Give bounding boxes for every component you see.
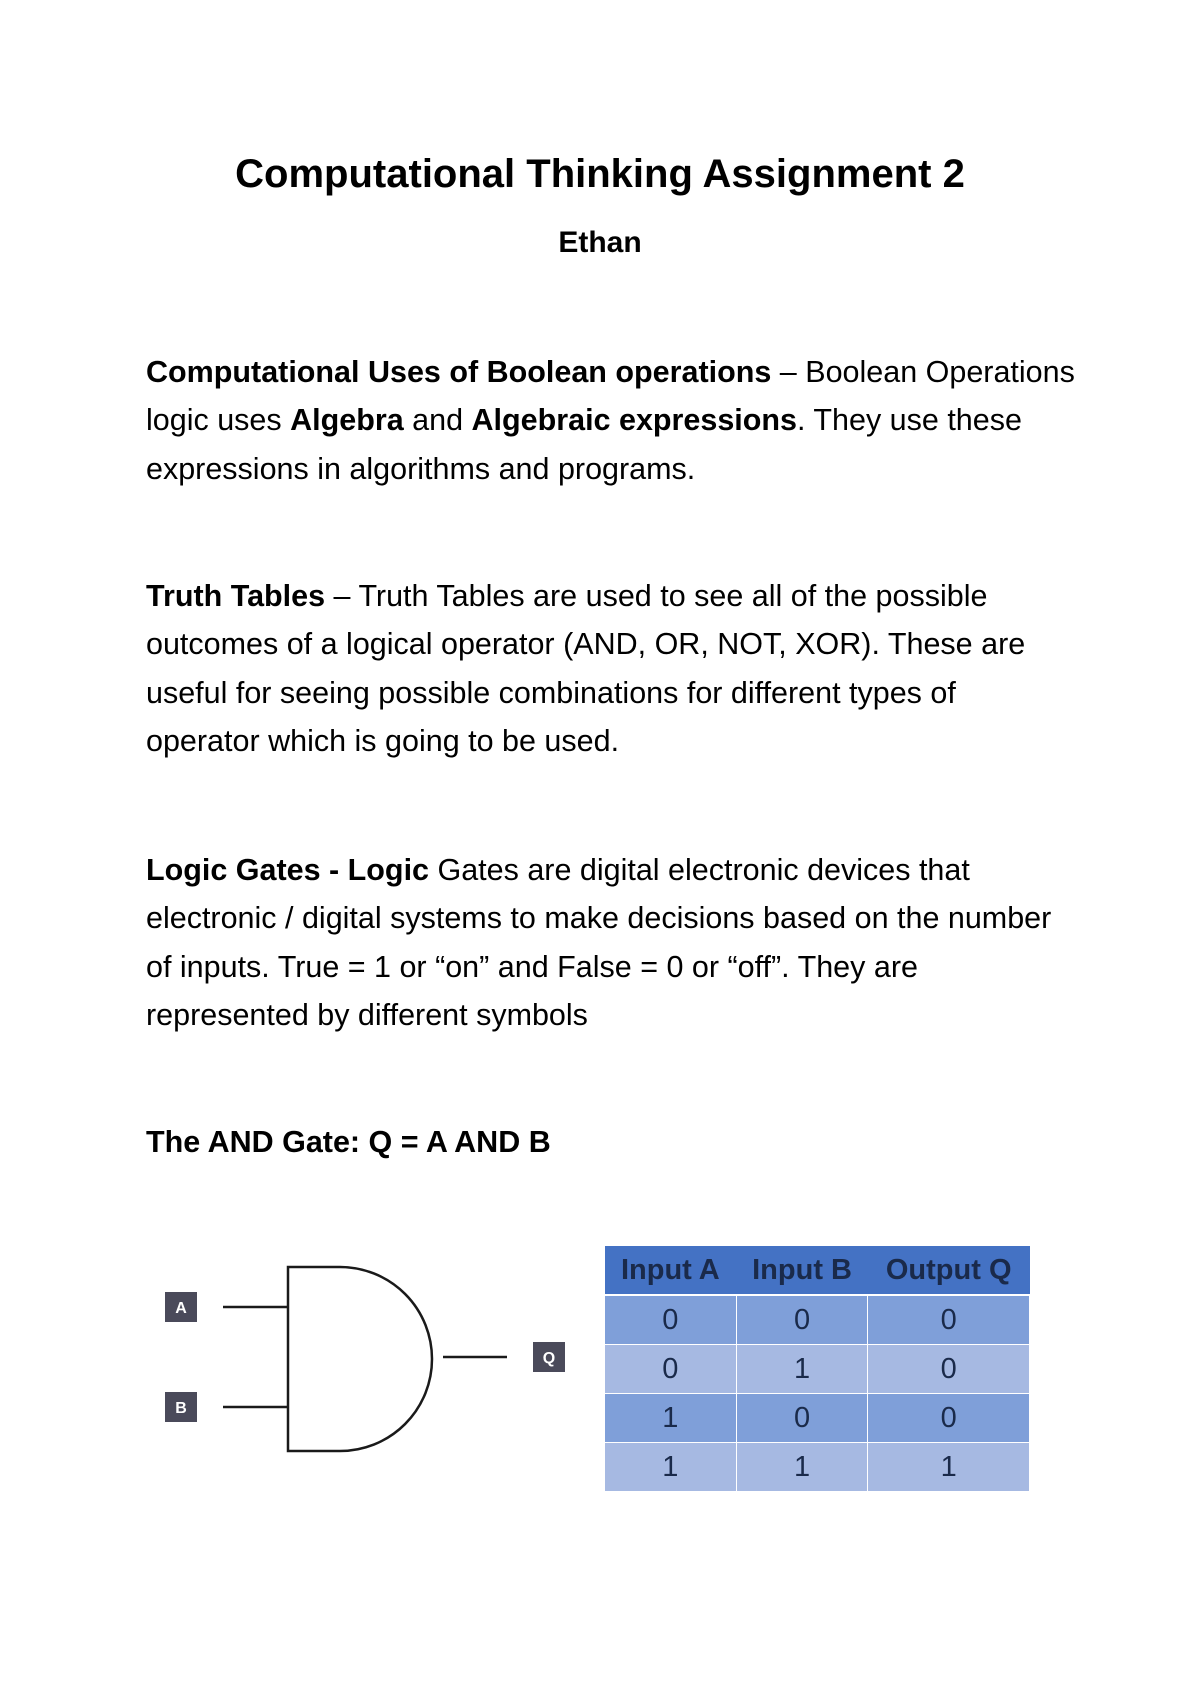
- truth-tables-heading: Truth Tables: [146, 579, 326, 613]
- logic-gates-paragraph: [146, 846, 1076, 1039]
- header-input-b: Input B: [736, 1246, 868, 1295]
- truth-tables-dash: –: [325, 579, 359, 613]
- boolean-text-a: Boolean Operations logic uses: [146, 355, 1075, 438]
- logic-gates-text: Gates are digital electronic devices that electronic / digital systems to make decisions based on the number of inputs. True = 1 or “on” and False = 0 or “off”. They are represented by different symbols: [146, 853, 1052, 1032]
- and-gate-heading-paragraph: [146, 1118, 1076, 1166]
- input-b-marker: [165, 1392, 197, 1422]
- boolean-operations-heading: Computational Uses of Boolean operations: [146, 355, 772, 389]
- truth-tables-paragraph: [146, 572, 1076, 765]
- algebra-term: Algebra: [290, 403, 404, 438]
- header-output-q: Output Q: [868, 1246, 1030, 1295]
- table-cell: 0: [736, 1295, 868, 1345]
- input-b-label: B: [175, 1400, 187, 1417]
- algebraic-expressions-term: Algebraic expressions: [471, 403, 797, 438]
- table-cell: 1: [868, 1443, 1030, 1492]
- table-cell: 1: [736, 1443, 868, 1492]
- boolean-operations-paragraph: [146, 348, 1076, 493]
- table-row: [605, 1345, 1030, 1394]
- truth-tables-text: Truth Tables are used to see all of the possible outcomes of a logical operator (AND, OR, NOT, XOR). These are useful for seeing possible combinations for different types of operator which is going to be used.: [146, 579, 1026, 758]
- output-q-label: Q: [542, 1350, 556, 1367]
- input-a-label: A: [175, 1300, 187, 1317]
- and-gate-diagram: [160, 1255, 580, 1475]
- output-q-marker: [533, 1342, 565, 1372]
- table-cell: 0: [868, 1345, 1030, 1394]
- and-gate-symbol: [288, 1267, 432, 1451]
- and-truth-table: [604, 1246, 1030, 1492]
- truth-table-header-row: [605, 1246, 1030, 1295]
- boolean-text-c: . They use these expressions in algorithms and programs.: [146, 403, 1022, 486]
- document-author: Ethan: [558, 226, 642, 259]
- boolean-dash: –: [771, 355, 806, 389]
- table-cell: 0: [605, 1345, 737, 1394]
- table-row: [605, 1443, 1030, 1492]
- boolean-text-b: and: [403, 403, 472, 438]
- table-cell: 0: [868, 1394, 1030, 1443]
- header-input-a: Input A: [605, 1246, 737, 1295]
- table-cell: 1: [736, 1345, 868, 1394]
- table-cell: 1: [605, 1394, 737, 1443]
- table-cell: 0: [868, 1295, 1030, 1345]
- table-row: [605, 1295, 1030, 1345]
- table-cell: 1: [605, 1443, 737, 1492]
- input-a-marker: [165, 1292, 197, 1322]
- table-cell: 0: [736, 1394, 868, 1443]
- table-cell: 0: [605, 1295, 737, 1345]
- document-title: Computational Thinking Assignment 2: [235, 152, 965, 196]
- table-row: [605, 1394, 1030, 1443]
- and-gate-heading: The AND Gate: Q = A AND B: [146, 1125, 551, 1159]
- logic-gates-heading: Logic Gates - Logic: [146, 853, 430, 887]
